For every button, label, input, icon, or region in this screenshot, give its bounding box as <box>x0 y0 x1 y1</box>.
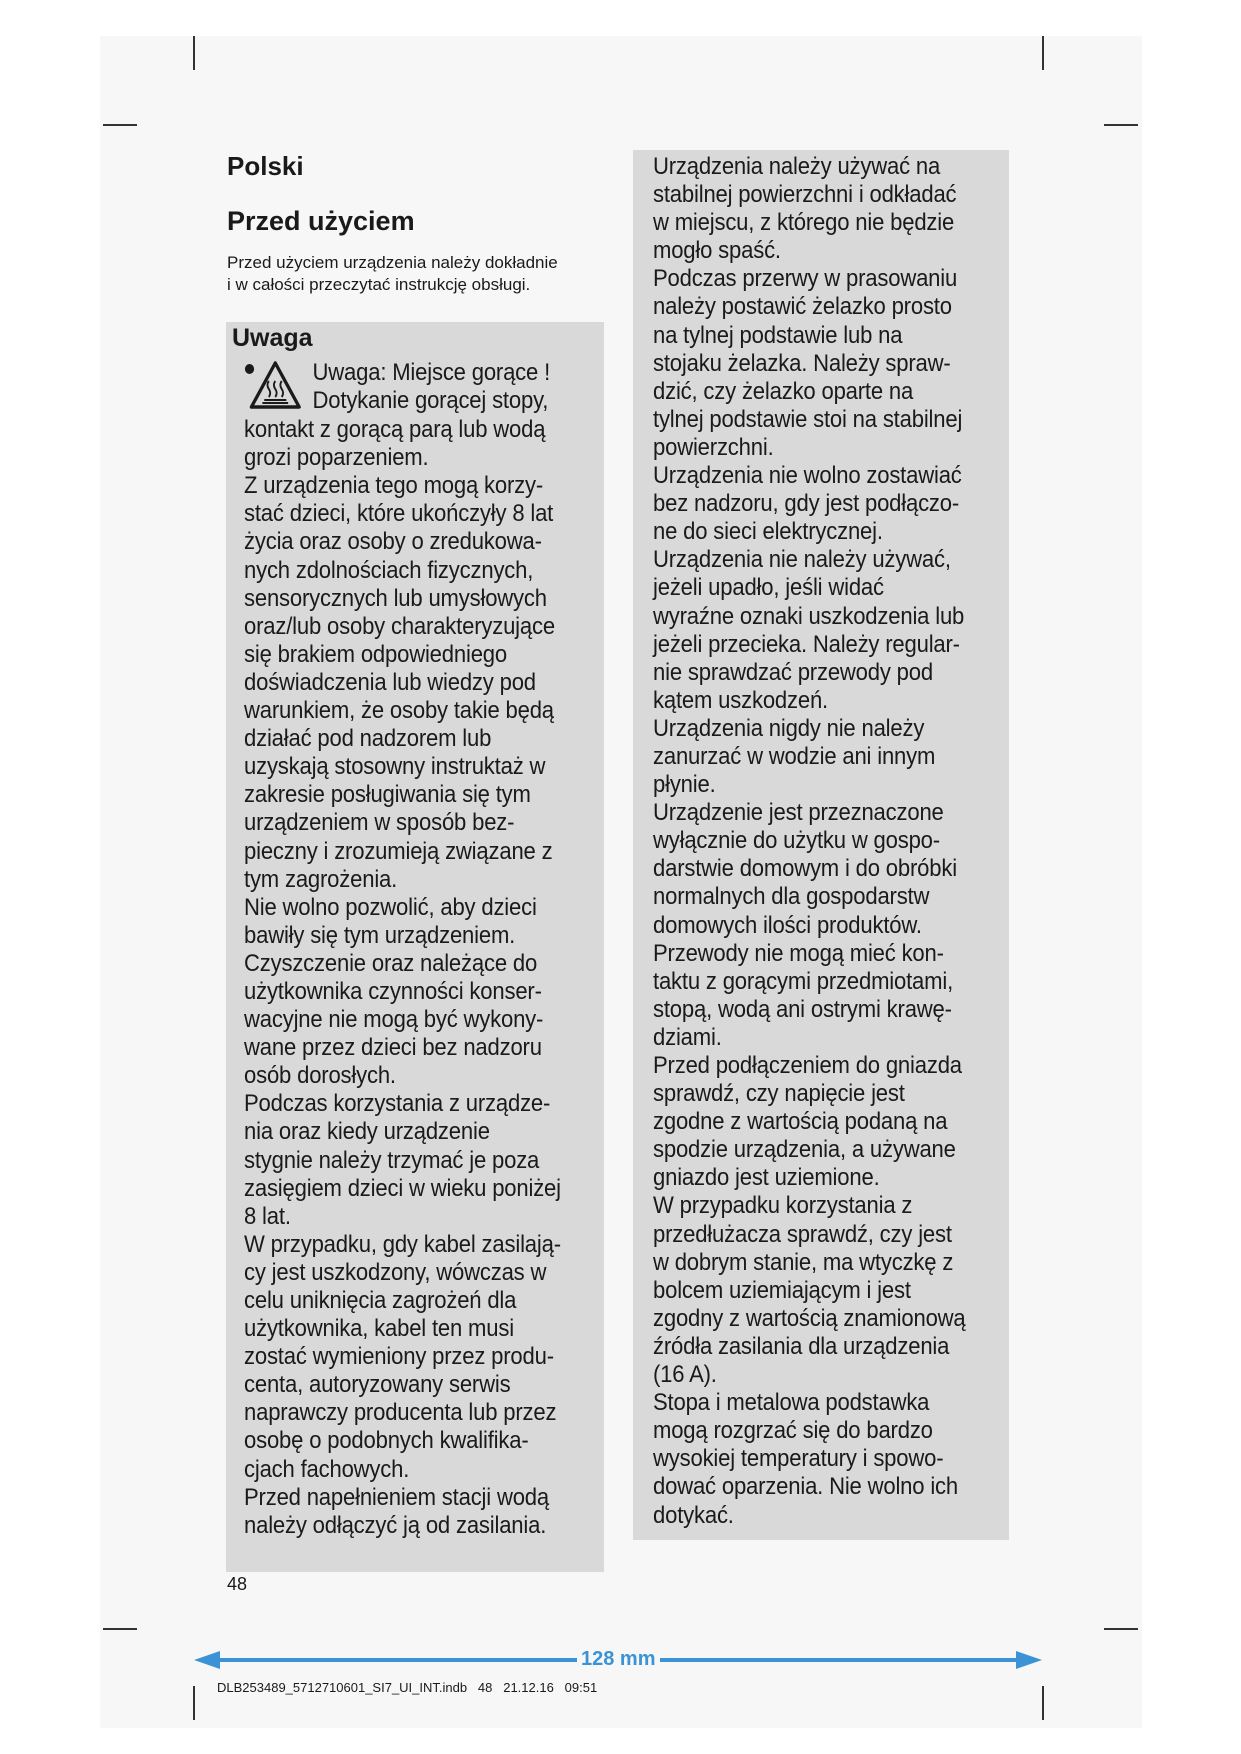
text-line: na tylnej podstawie lub na <box>653 321 903 349</box>
text-line: nych zdolnościach fizycznych, <box>244 556 534 584</box>
text-line: domowych ilości produktów. <box>653 911 922 939</box>
text-line: stabilnej powierzchni i odkładać <box>653 181 957 209</box>
text-line: wane przez dzieci bez nadzoru <box>244 1034 542 1062</box>
text-line: bawiły się tym urządzeniem. <box>244 921 516 949</box>
text-line: urządzeniem w sposób bez- <box>244 809 515 837</box>
crop-mark <box>1104 1628 1138 1630</box>
text-line: zakresie posługiwania się tym <box>244 781 531 809</box>
warning-box-title: Uwaga <box>232 324 313 352</box>
text-line: płynie. <box>653 771 716 799</box>
text-line: się brakiem odpowiedniego <box>244 640 507 668</box>
text-line: W przypadku, gdy kabel zasilają- <box>244 1230 561 1258</box>
text-line: W przypadku korzystania z <box>653 1192 913 1220</box>
text-line: dziami. <box>653 1023 722 1051</box>
text-line: gniazdo jest uziemione. <box>653 1164 880 1192</box>
text-line: centa, autoryzowany serwis <box>244 1371 511 1399</box>
crop-mark <box>103 1628 137 1630</box>
text-line: Podczas korzystania z urządze- <box>244 1090 551 1118</box>
text-line: Urządzenia nigdy nie należy <box>653 714 925 742</box>
text-line: Przed podłączeniem do gniazda <box>653 1052 962 1079</box>
crop-mark <box>193 36 195 70</box>
text-line: wysokiej temperatury i spowo- <box>653 1445 944 1473</box>
text-line: Dotykanie gorącej stopy, <box>312 387 549 415</box>
text-line: mogą rozgrzać się do bardzo <box>653 1417 933 1445</box>
text-line: przedłużacza sprawdź, czy jest <box>653 1220 952 1248</box>
text-line: jeżeli przecieka. Należy regular- <box>653 630 960 658</box>
text-line: kontakt z gorącą parą lub wodą <box>244 416 546 444</box>
text-line: Urządzenia nie wolno zostawiać <box>653 462 962 490</box>
text-line: warunkiem, że osoby takie będą <box>244 697 554 725</box>
language-heading: Polski <box>227 151 304 181</box>
text-line: osób dorosłych. <box>244 1062 396 1090</box>
text-line: osobę o podobnych kwalifika- <box>244 1427 529 1455</box>
text-line: należy postawić żelazko prosto <box>653 293 952 321</box>
text-line: celu uniknięcia zagrożeń dla <box>244 1287 517 1314</box>
text-line: Urządzenia należy używać na <box>653 153 941 180</box>
scale-label: 128 mm <box>577 1648 660 1671</box>
text-line: stojaku żelazka. Należy spraw- <box>653 349 951 377</box>
text-line: dotykać. <box>653 1501 734 1529</box>
text-line: dzić, czy żelazko oparte na <box>653 377 914 405</box>
text-line: Podczas przerwy w prasowaniu <box>653 265 958 293</box>
text-line: normalnych dla gospodarstw <box>653 883 930 911</box>
text-line: oraz/lub osoby charakteryzujące <box>244 612 555 640</box>
text-line: pieczny i zrozumieją związane z <box>244 837 553 865</box>
text-line: sprawdź, czy napięcie jest <box>653 1080 905 1108</box>
text-line: nie sprawdzać przewody pod <box>653 658 933 686</box>
text-line: spodzie urządzenia, a używane <box>653 1136 956 1164</box>
warning-text-column <box>244 359 612 1540</box>
text-line: życia oraz osoby o zredukowa- <box>244 528 542 556</box>
print-footer: DLB253489_5712710601_SI7_UI_INT.indb 48 21.12.16 09:51 <box>217 1680 598 1695</box>
text-line: mogło spaść. <box>653 237 781 265</box>
text-line: zgodne z wartością podaną na <box>653 1108 948 1136</box>
text-line: zostać wymieniony przez produ- <box>244 1343 554 1371</box>
text-line: cy jest uszkodzony, wówczas w <box>244 1258 547 1286</box>
right-text-column <box>653 153 1016 1530</box>
text-line: nia oraz kiedy urządzenie <box>244 1118 490 1146</box>
warning-line-with-icon <box>244 359 612 416</box>
intro-text <box>227 252 607 296</box>
crop-mark <box>1042 1686 1044 1720</box>
text-line: bez nadzoru, gdy jest podłączo- <box>653 490 960 518</box>
text-line: stać dzieci, które ukończyły 8 lat <box>244 500 554 528</box>
text-line: naprawczy producenta lub przez <box>244 1399 557 1427</box>
text-line: Uwaga: Miejsce gorące ! <box>312 359 551 386</box>
text-line: tym zagrożenia. <box>244 865 398 893</box>
text-line: taktu z gorącymi przedmiotami, <box>653 967 954 995</box>
text-line: Czyszczenie oraz należące do <box>244 949 538 977</box>
text-line: ne do sieci elektrycznej. <box>653 518 883 546</box>
text-line: działać pod nadzorem lub <box>244 725 492 753</box>
crop-mark <box>193 1686 195 1720</box>
text-line: bolcem uziemiającym i jest <box>653 1276 911 1304</box>
text-line: Przewody nie mogą mieć kon- <box>653 939 944 967</box>
intro-line: Przed użyciem urządzenia należy dokładnie <box>227 253 558 272</box>
section-heading: Przed użyciem <box>227 206 415 236</box>
hot-surface-warning-icon <box>244 359 301 416</box>
intro-line: i w całości przeczytać instrukcję obsługi. <box>227 275 531 294</box>
text-line: wacyjne nie mogą być wykony- <box>244 1006 544 1034</box>
text-line: (16 A). <box>653 1361 717 1389</box>
text-line: doświadczenia lub wiedzy pod <box>244 668 536 696</box>
text-line: wyłącznie do użytku w gospo- <box>653 827 940 855</box>
crop-mark <box>103 124 137 126</box>
text-line: Stopa i metalowa podstawka <box>653 1389 930 1417</box>
text-line: sensorycznych lub umysłowych <box>244 584 547 612</box>
text-line: Przed napełnieniem stacji wodą <box>244 1483 550 1511</box>
text-line: wyraźne oznaki uszkodzenia lub <box>653 602 965 630</box>
text-line: użytkownika czynności konser- <box>244 977 542 1005</box>
text-line: cjach fachowych. <box>244 1455 410 1483</box>
text-line: użytkownika, kabel ten musi <box>244 1315 514 1343</box>
text-line: Urządzenia nie należy używać, <box>653 546 951 574</box>
text-line: Z urządzenia tego mogą korzy- <box>244 472 544 500</box>
text-line: zanurzać w wodzie ani innym <box>653 742 936 770</box>
text-line: powierzchni. <box>653 433 774 461</box>
text-line: Nie wolno pozwolić, aby dzieci <box>244 893 537 921</box>
text-line: stygnie należy trzymać je poza <box>244 1146 540 1174</box>
text-line: tylnej podstawie stoi na stabilnej <box>653 405 963 433</box>
text-line: zasięgiem dzieci w wieku poniżej <box>244 1174 561 1202</box>
text-line: uzyskają stosowny instruktaż w <box>244 753 546 781</box>
text-line: 8 lat. <box>244 1202 291 1230</box>
text-line: dować oparzenia. Nie wolno ich <box>653 1473 959 1501</box>
page-number: 48 <box>227 1574 248 1594</box>
crop-mark <box>1042 36 1044 70</box>
text-line: stopą, wodą ani ostrymi krawę- <box>653 995 952 1023</box>
text-line: grozi poparzeniem. <box>244 444 429 472</box>
text-line: kątem uszkodzeń. <box>653 686 829 714</box>
crop-mark <box>1104 124 1138 126</box>
text-line: źródła zasilania dla urządzenia <box>653 1332 950 1360</box>
text-line: należy odłączyć ją od zasilania. <box>244 1511 547 1539</box>
text-line: zgodny z wartością znamionową <box>653 1304 966 1332</box>
text-line: w miejscu, z którego nie będzie <box>653 209 955 237</box>
text-line: jeżeli upadło, jeśli widać <box>653 574 884 602</box>
text-line: darstwie domowym i do obróbki <box>653 855 957 883</box>
text-line: Urządzenie jest przeznaczone <box>653 799 944 827</box>
text-line: w dobrym stanie, ma wtyczkę z <box>653 1248 954 1276</box>
